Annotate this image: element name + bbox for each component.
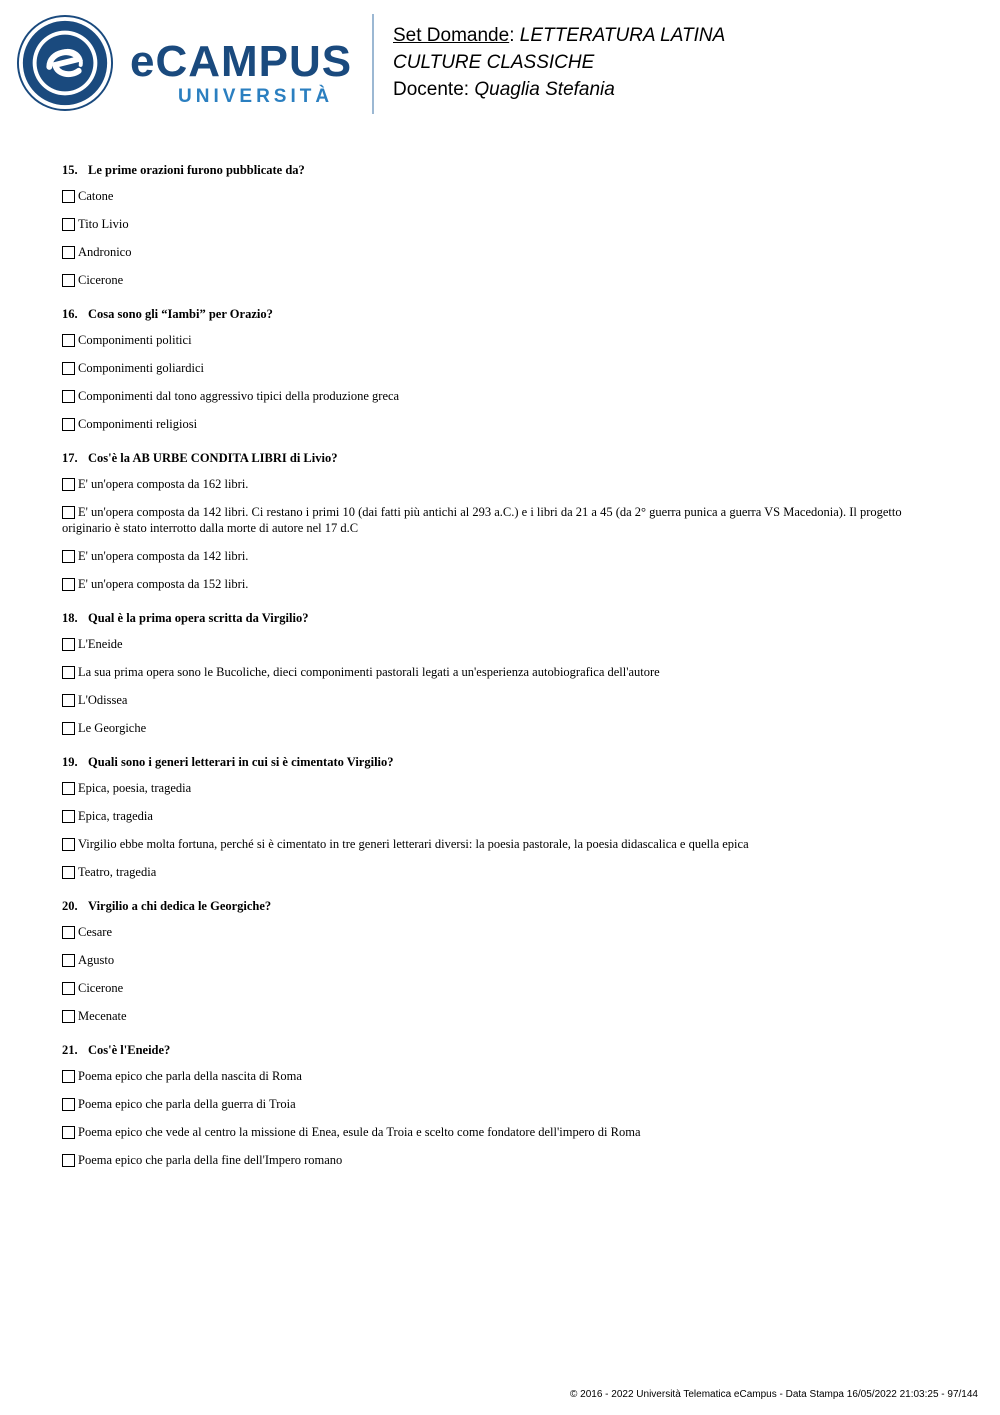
question-number: 15. <box>62 163 78 177</box>
question-number: 20. <box>62 899 78 913</box>
answer-text: Componimenti dal tono aggressivo tipici della produzione greca <box>78 389 400 403</box>
question-20 <box>62 898 922 1024</box>
question-title <box>62 450 922 466</box>
answer-text: E' un'opera composta da 142 libri. Ci restano i primi 10 (dai fatti più antichi al 293 a.C.) e i libri da 21 a 45 (da 2° guerra punica a guerra VS Macedonia). Il progetto originario è stato interrotto dalla morte di autore nel 17 d.C <box>62 505 902 535</box>
header-divider <box>372 14 374 114</box>
answer-option <box>62 836 922 852</box>
answer-option <box>62 952 922 968</box>
question-text: Virgilio a chi dedica le Georgiche? <box>88 899 272 913</box>
answer-checkbox[interactable] <box>62 866 75 879</box>
answer-checkbox[interactable] <box>62 478 75 491</box>
answer-checkbox[interactable] <box>62 666 75 679</box>
answer-checkbox[interactable] <box>62 362 75 375</box>
question-text: Qual è la prima opera scritta da Virgilio? <box>88 611 309 625</box>
answer-checkbox[interactable] <box>62 578 75 591</box>
answer-text: L'Odissea <box>78 693 128 707</box>
answer-option <box>62 576 922 592</box>
answer-text: Teatro, tragedia <box>78 865 157 879</box>
question-number: 18. <box>62 611 78 625</box>
answer-text: La sua prima opera sono le Bucoliche, dieci componimenti pastorali legati a un'esperienza autobiografica dell'autore <box>78 665 660 679</box>
answer-option <box>62 476 922 492</box>
question-text: Quali sono i generi letterari in cui si è cimentato Virgilio? <box>88 755 394 769</box>
answer-text: Poema epico che parla della guerra di Troia <box>78 1097 296 1111</box>
subject-name: LETTERATURA LATINA <box>519 25 726 46</box>
answer-option <box>62 548 922 564</box>
answer-text: L'Eneide <box>78 637 123 651</box>
header-line-subject: Set Domande: LETTERATURA LATINA <box>393 25 726 46</box>
question-18 <box>62 610 922 736</box>
answer-text: Cicerone <box>78 273 124 287</box>
answer-text: Componimenti politici <box>78 333 192 347</box>
answer-text: E' un'opera composta da 142 libri. <box>78 549 249 563</box>
question-number: 17. <box>62 451 78 465</box>
teacher-name: Quaglia Stefania <box>474 79 615 100</box>
answer-checkbox[interactable] <box>62 838 75 851</box>
question-text: Cos'è l'Eneide? <box>88 1043 171 1057</box>
answer-text: Catone <box>78 189 114 203</box>
answer-checkbox[interactable] <box>62 506 75 519</box>
question-title <box>62 1042 922 1058</box>
teacher-label: Docente <box>393 79 464 100</box>
course-name: CULTURE CLASSICHE <box>393 52 595 73</box>
answer-text: Tito Livio <box>78 217 129 231</box>
header-line-course <box>393 49 725 76</box>
answer-text: Cicerone <box>78 981 124 995</box>
answer-checkbox[interactable] <box>62 1070 75 1083</box>
question-15 <box>62 162 922 288</box>
answer-option <box>62 504 922 536</box>
answer-text: Epica, poesia, tragedia <box>78 781 192 795</box>
answer-checkbox[interactable] <box>62 246 75 259</box>
answer-checkbox[interactable] <box>62 1154 75 1167</box>
brand-name: eCAMPUS <box>130 37 353 86</box>
answer-text: Componimenti religiosi <box>78 417 198 431</box>
answer-checkbox[interactable] <box>62 982 75 995</box>
answer-option <box>62 864 922 880</box>
answer-checkbox[interactable] <box>62 190 75 203</box>
answer-option <box>62 1096 922 1112</box>
answer-option <box>62 332 922 348</box>
answer-text: Componimenti goliardici <box>78 361 205 375</box>
answer-option <box>62 720 922 736</box>
ecampus-wordmark <box>130 38 360 118</box>
answer-option <box>62 272 922 288</box>
answer-option <box>62 780 922 796</box>
answer-text: Le Georgiche <box>78 721 147 735</box>
answer-option <box>62 980 922 996</box>
answer-text: Poema epico che parla della fine dell'Impero romano <box>78 1153 343 1167</box>
question-title <box>62 898 922 914</box>
answer-checkbox[interactable] <box>62 334 75 347</box>
question-16 <box>62 306 922 432</box>
answer-text: Poema epico che vede al centro la missione di Enea, esule da Troia e scelto come fondatore dell'impero di Roma <box>78 1125 641 1139</box>
page-footer: © 2016 - 2022 Università Telematica eCampus - Data Stampa 16/05/2022 21:03:25 - 97/144 <box>570 1389 978 1400</box>
answer-option <box>62 1068 922 1084</box>
answer-option <box>62 360 922 376</box>
question-list <box>62 162 922 1186</box>
answer-checkbox[interactable] <box>62 1010 75 1023</box>
question-title <box>62 754 922 770</box>
question-title <box>62 306 922 322</box>
answer-text: Virgilio ebbe molta fortuna, perché si è cimentato in tre generi letterari diversi: la poesia pastorale, la poesia didascalica e quella epica <box>78 837 749 851</box>
answer-checkbox[interactable] <box>62 390 75 403</box>
answer-checkbox[interactable] <box>62 1098 75 1111</box>
header-line-teacher: Docente: Quaglia Stefania <box>393 79 615 100</box>
answer-text: Mecenate <box>78 1009 127 1023</box>
question-text: Le prime orazioni furono pubblicate da? <box>88 163 305 177</box>
question-17 <box>62 450 922 592</box>
answer-checkbox[interactable] <box>62 274 75 287</box>
answer-text: E' un'opera composta da 162 libri. <box>78 477 249 491</box>
answer-text: E' un'opera composta da 152 libri. <box>78 577 249 591</box>
question-text: Cos'è la AB URBE CONDITA LIBRI di Livio? <box>88 451 338 465</box>
answer-option <box>62 1152 922 1168</box>
answer-checkbox[interactable] <box>62 218 75 231</box>
answer-text: Cesare <box>78 925 113 939</box>
question-21 <box>62 1042 922 1168</box>
answer-text: Poema epico che parla della nascita di Roma <box>78 1069 302 1083</box>
answer-text: Andronico <box>78 245 132 259</box>
answer-text: Agusto <box>78 953 115 967</box>
answer-option <box>62 924 922 940</box>
answer-option <box>62 664 922 680</box>
answer-checkbox[interactable] <box>62 926 75 939</box>
brand-subtitle: UNIVERSITÀ <box>178 86 334 107</box>
header-info <box>393 22 725 103</box>
ecampus-seal-logo <box>16 14 114 112</box>
question-number: 16. <box>62 307 78 321</box>
question-title <box>62 610 922 626</box>
answer-text: Epica, tragedia <box>78 809 153 823</box>
answer-option <box>62 808 922 824</box>
answer-checkbox[interactable] <box>62 782 75 795</box>
answer-checkbox[interactable] <box>62 418 75 431</box>
answer-checkbox[interactable] <box>62 550 75 563</box>
answer-checkbox[interactable] <box>62 694 75 707</box>
answer-checkbox[interactable] <box>62 722 75 735</box>
answer-checkbox[interactable] <box>62 954 75 967</box>
answer-option <box>62 1008 922 1024</box>
answer-option <box>62 216 922 232</box>
answer-checkbox[interactable] <box>62 810 75 823</box>
answer-option <box>62 388 922 404</box>
question-text: Cosa sono gli “Iambi” per Orazio? <box>88 307 273 321</box>
question-19 <box>62 754 922 880</box>
page-header <box>0 0 1000 130</box>
question-number: 21. <box>62 1043 78 1057</box>
answer-option <box>62 416 922 432</box>
answer-checkbox[interactable] <box>62 1126 75 1139</box>
answer-option <box>62 636 922 652</box>
answer-option <box>62 692 922 708</box>
answer-option <box>62 188 922 204</box>
answer-option <box>62 244 922 260</box>
answer-checkbox[interactable] <box>62 638 75 651</box>
answer-option <box>62 1124 922 1140</box>
set-label: Set Domande <box>393 25 510 46</box>
question-number: 19. <box>62 755 78 769</box>
question-title <box>62 162 922 178</box>
